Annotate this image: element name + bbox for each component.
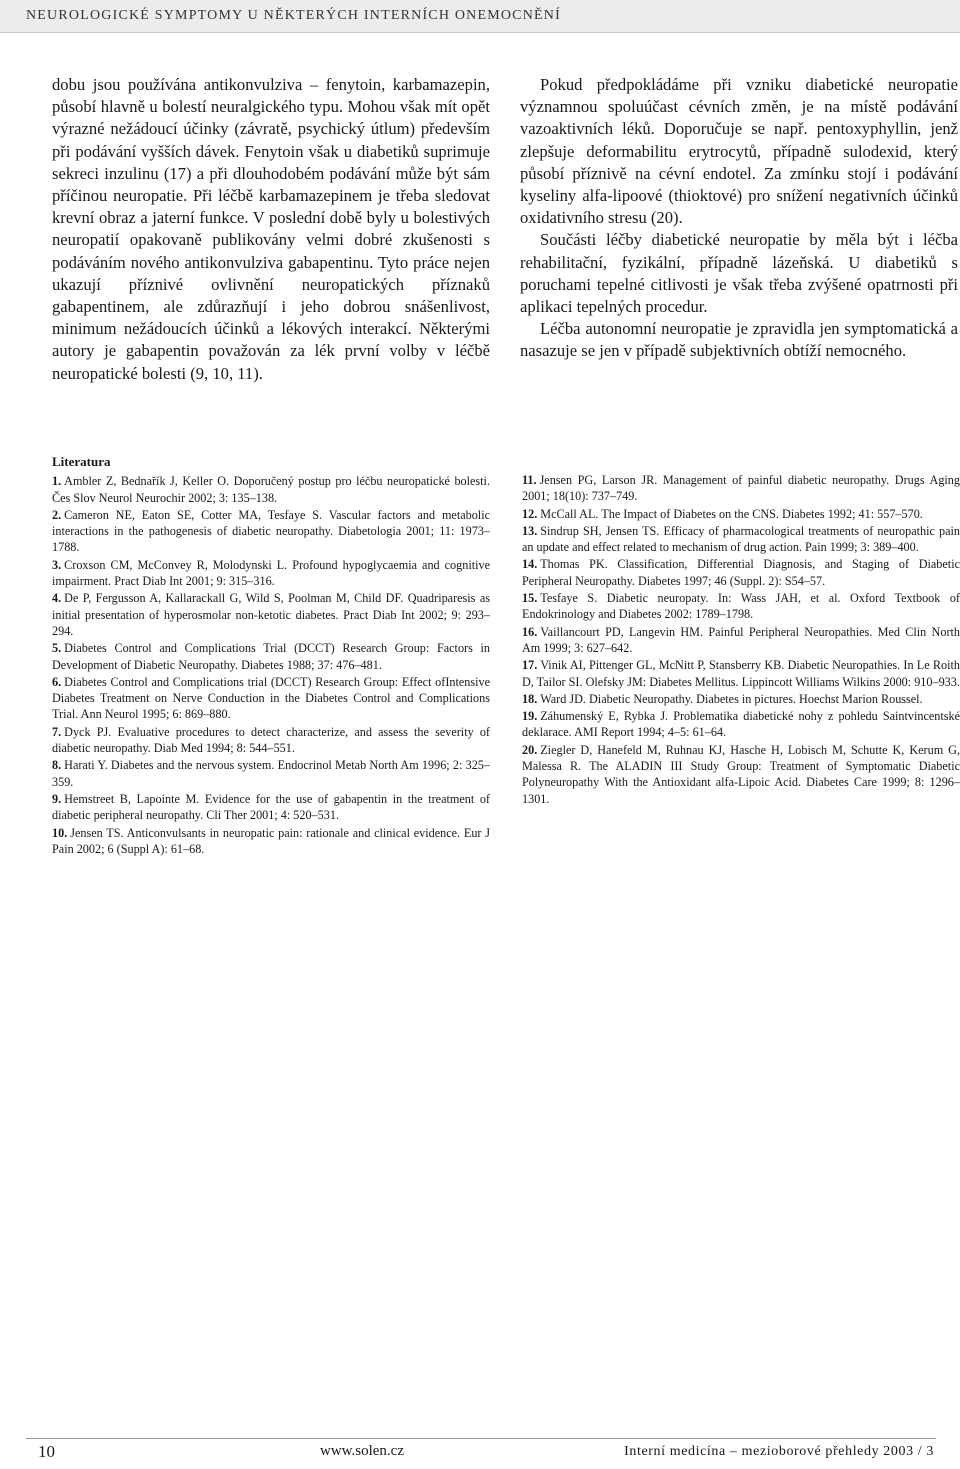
reference-item (522, 556, 960, 589)
footer-divider (26, 1438, 936, 1439)
reference-number: 1. (52, 474, 62, 489)
reference-item (52, 757, 490, 790)
reference-item (522, 523, 960, 556)
running-header-title: NEUROLOGICKÉ SYMPTOMY U NĚKTERÝCH INTERNÍCH ONEMOCNĚNÍ (26, 8, 561, 23)
reference-number: 9. (52, 791, 62, 806)
reference-number: 20. (522, 742, 538, 757)
body-paragraph: dobu jsou používána antikonvulziva – fenytoin, karbamazepin, působí hlavně u bolestí neuralgického typu. Mohou však mít opět výrazné nežádoucí účinky (závratě, psychický útlum) především při podávání vyšších dávek. Fenytoin však u diabetiků suprimuje sekreci inzulinu (17) a při dlouhodobém podávání může být sám příčinou neuropatie. Při léčbě karbamazepinem je třeba sledovat krevní obraz a jaterní funkce. V poslední době byly u bolestivých neuropatií opakovaně publikovány velmi dobré zkušenosti s podáváním nového antikonvulziva gabapentinu. Tyto práce nejen ukazují příznivé ovlivnění neuropatických příznaků gabapentinem, ale zdůrazňují i jeho dobrou snášenlivost, minimum nežádoucích účinků a lékových interakcí. Některými autory je gabapentin považován za lék první volby v léčbě neuropatické bolesti (9, 10, 11). (52, 75, 490, 383)
reference-text: Cameron NE, Eaton SE, Cotter MA, Tesfaye S. Vascular factors and metabolic interactions in the pathogenesis of diabetic neuropathy. Diabetologia 2001; 11: 1973–1788. (52, 507, 490, 555)
reference-number: 5. (52, 641, 62, 656)
reference-text: Vinik AI, Pittenger GL, McNitt P, Stansberry KB. Diabetic Neuropathies. In Le Roith D, Tailor SI. Olefsky JM: Diabetes Mellitus. Lippincott Williams Wilkins 2000: 910–933. (522, 658, 960, 689)
reference-number: 10. (52, 825, 68, 840)
reference-number: 3. (52, 557, 62, 572)
reference-text: Záhumenský E, Rybka J. Problematika diabetické nohy z pohledu Saintvincentské deklarace. AMI Report 1994; 4–5: 61–64. (522, 709, 960, 740)
reference-text: Vaillancourt PD, Langevin HM. Painful Peripheral Neuropathies. Med Clin North Am 1999; 3: 627–642. (522, 624, 960, 655)
reference-item (522, 691, 960, 707)
body-paragraph: Pokud předpokládáme při vzniku diabetické neuropatie významnou spoluúčast cévních změn, je na místě podávání vazoaktivních léků. Doporučuje se např. pentoxyphyllin, jenž zlepšuje deformabilitu erytrocytů, případně sulodexid, který působí příznivě na cévní endotel. Za zmínku stojí i podávání kyseliny alfa-lipoové (thioktové) pro snížení negativních účinků oxidativního stresu (20). (520, 75, 958, 228)
reference-item (52, 825, 490, 858)
body-column-left (52, 74, 490, 385)
reference-number: 19. (522, 709, 538, 724)
reference-number: 14. (522, 557, 538, 572)
reference-item (522, 506, 960, 522)
reference-item (522, 657, 960, 690)
reference-text: Harati Y. Diabetes and the nervous system. Endocrinol Metab North Am 1996; 2: 325–359. (52, 758, 490, 789)
reference-number: 6. (52, 674, 62, 689)
body-column-right (520, 74, 958, 363)
reference-number: 2. (52, 507, 62, 522)
reference-number: 4. (52, 591, 62, 606)
body-paragraph: Součásti léčby diabetické neuropatie by měla být i léčba rehabilitační, fyzikální, případně lázeňská. U diabetiků s poruchami tepelné citlivosti je však třeba zvýšené opatrnosti při aplikaci tepelných procedur. (520, 230, 958, 317)
reference-number: 12. (522, 506, 538, 521)
body-paragraph: Léčba autonomní neuropatie je zpravidla jen symptomatická a nasazuje se jen v případě subjektivních obtíží nemocného. (520, 319, 958, 361)
references-column-left (52, 454, 490, 858)
reference-item (522, 472, 960, 505)
reference-item (522, 708, 960, 741)
reference-text: Ziegler D, Hanefeld M, Ruhnau KJ, Hasche H, Lobisch M, Schutte K, Kerum G, Malessa R. The ALADIN III Study Group: Treatment of Symptomatic Diabetic Polyneuropathy With the Antioxidant alfa-Lipoic Acid. Diabetes Care 1999; 8: 1296–1301. (522, 742, 960, 806)
reference-item (52, 473, 490, 506)
footer-url: www.solen.cz (320, 1443, 405, 1459)
reference-item (52, 557, 490, 590)
reference-item (522, 742, 960, 807)
reference-number: 13. (522, 523, 538, 538)
reference-text: Ambler Z, Bednařík J, Keller O. Doporučený postup pro léčbu neuropatické bolesti. Čes Slov Neurol Neurochir 2002; 3: 135–138. (52, 474, 490, 505)
reference-item (52, 590, 490, 639)
reference-number: 18. (522, 691, 538, 706)
reference-text: Hemstreet B, Lapointe M. Evidence for the use of gabapentin in the treatment of diabetic peripheral neuropathy. Cli Ther 2001; 4: 520–531. (52, 791, 490, 823)
reference-text: Thomas PK. Classification, Differential Diagnosis, and Staging of Diabetic Peripheral Neuropathy. Diabetes 1997; 46 (Suppl. 2): S54–57. (522, 557, 960, 588)
reference-text: Diabetes Control and Complications Trial (DCCT) Research Group: Factors in Development of Diabetic Neuropathy. Diabetes 1988; 37: 476–481. (52, 641, 490, 672)
reference-text: Ward JD. Diabetic Neuropathy. Diabetes in pictures. Hoechst Marion Roussel. (540, 691, 923, 706)
reference-text: Croxson CM, McConvey R, Molodynski L. Profound hypoglycaemia and cognitive impairment. Pract Diab Int 2001; 9: 315–316. (52, 557, 490, 589)
reference-item (52, 724, 490, 757)
reference-text: Dyck PJ. Evaluative procedures to detect characterize, and assess the severity of diabetic neuropathy. Diab Med 1994; 8: 544–551. (52, 724, 490, 756)
reference-number: 15. (522, 591, 538, 606)
reference-item (52, 791, 490, 824)
references-heading: Literatura (52, 454, 111, 469)
reference-item (52, 674, 490, 723)
reference-text: Tesfaye S. Diabetic neuropaty. In: Wass JAH, et al. Oxford Textbook of Endokrinology and Diabetes 2002: 1789–1798. (522, 591, 960, 622)
reference-item (522, 624, 960, 657)
reference-number: 17. (522, 658, 538, 673)
reference-text: Sindrup SH, Jensen TS. Efficacy of pharmacological treatments of neuropathic pain an update and effect related to mechanism of drug action. Pain 1999; 3: 389–400. (522, 523, 960, 555)
reference-number: 11. (522, 473, 537, 487)
page-number: 10 (38, 1442, 55, 1461)
reference-text: McCall AL. The Impact of Diabetes on the CNS. Diabetes 1992; 41: 557–570. (540, 506, 923, 521)
references-column-right (522, 472, 960, 808)
running-header (0, 0, 960, 33)
reference-text: De P, Fergusson A, Kallarackall G, Wild S, Poolman M, Child DF. Quadriparesis as initial presentation of hyperosmolar non-ketotic diabetes. Pract Diab Int 2002; 9: 293–294. (52, 591, 490, 638)
reference-item (52, 640, 490, 673)
footer-journal: Interní medicína – mezioborové přehledy 2003 / 3 (624, 1444, 934, 1459)
reference-number: 8. (52, 758, 62, 773)
reference-text: Jensen TS. Anticonvulsants in neuropatic pain: rationale and clinical evidence. Eur J Pain 2002; 6 (Suppl A): 61–68. (52, 825, 490, 856)
reference-item (522, 590, 960, 623)
reference-number: 7. (52, 724, 62, 739)
reference-item (52, 507, 490, 556)
reference-list (522, 472, 960, 807)
reference-list (52, 473, 490, 857)
reference-text: Diabetes Control and Complications trial (DCCT) Research Group: Effect ofIntensive Diabetes Treatment on Nerve Conduction in the Diabetes Control and Complications Trial. Ann Neurol 1995; 6: 869–880. (52, 674, 490, 722)
reference-text: Jensen PG, Larson JR. Management of painful diabetic neuropathy. Drugs Aging 2001; 18(10): 737–749. (522, 473, 960, 504)
reference-number: 16. (522, 624, 538, 639)
